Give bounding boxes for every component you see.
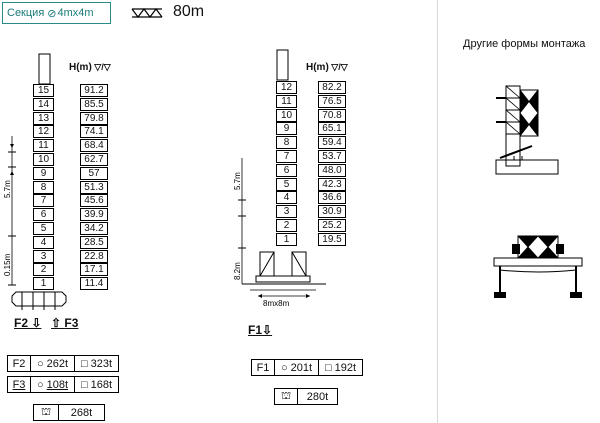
dim-label-0-15: 0.15m bbox=[3, 253, 12, 276]
load-circle-cell: ○ 262t bbox=[30, 356, 74, 371]
height-value: 34.2 bbox=[80, 222, 108, 235]
segment-number: 5 bbox=[276, 178, 297, 191]
segment-number: 12 bbox=[276, 81, 297, 94]
height-value: 28.5 bbox=[80, 236, 108, 249]
height-value: 74.1 bbox=[80, 125, 108, 138]
height-value: 65.1 bbox=[318, 122, 346, 135]
left-col-label: H(m) ▽/▽ bbox=[69, 62, 111, 73]
segment-number: 11 bbox=[33, 139, 54, 152]
divider bbox=[437, 0, 438, 423]
dim-label-5-7: 5.7m bbox=[3, 180, 12, 198]
segment-number: 6 bbox=[33, 208, 54, 221]
climbing-mount-drawing bbox=[486, 80, 576, 180]
height-value: 36.6 bbox=[318, 191, 346, 204]
tower-height: 80m bbox=[173, 3, 205, 20]
segment-number: 10 bbox=[276, 109, 297, 122]
segment-number: 13 bbox=[33, 112, 54, 125]
arrow-down-icon: ⇩ bbox=[28, 316, 42, 330]
load-label: F2 bbox=[12, 357, 26, 370]
height-value: 68.4 bbox=[80, 139, 108, 152]
segment-number: 6 bbox=[276, 164, 297, 177]
load-circle-cell: ○ 201t bbox=[274, 360, 318, 375]
segment-number: 2 bbox=[33, 263, 54, 276]
height-value: 45.6 bbox=[80, 194, 108, 207]
circle-icon: ○ bbox=[280, 361, 291, 374]
circle-icon: ○ bbox=[36, 357, 47, 370]
height-value: 39.9 bbox=[80, 208, 108, 221]
height-value: 22.8 bbox=[80, 250, 108, 263]
weight-icon: ⛫ bbox=[280, 389, 292, 402]
segment-number: 7 bbox=[33, 194, 54, 207]
height-value: 76.5 bbox=[318, 95, 346, 108]
segment-number: 1 bbox=[33, 277, 54, 290]
height-value: 25.2 bbox=[318, 219, 346, 232]
section-badge bbox=[2, 2, 111, 24]
load-label: F3 bbox=[12, 378, 26, 391]
segment-number: 14 bbox=[33, 98, 54, 111]
left-tower-drawing bbox=[0, 40, 130, 320]
segment-number: 11 bbox=[276, 95, 297, 108]
segment-number: 9 bbox=[33, 167, 54, 180]
segment-number: 8 bbox=[33, 181, 54, 194]
section-size: 4mx4m bbox=[57, 7, 94, 19]
height-value: 57 bbox=[80, 167, 108, 180]
force-f1: F1⇩ bbox=[248, 323, 273, 337]
arrow-up-icon: ⇧ bbox=[51, 316, 65, 330]
load-square-cell: □ 323t bbox=[74, 356, 118, 371]
mid-col-label: H(m) ▽/▽ bbox=[306, 62, 348, 73]
segment-number: 9 bbox=[276, 122, 297, 135]
segment-number: 3 bbox=[276, 205, 297, 218]
height-value: 42.3 bbox=[318, 178, 346, 191]
height-value: 30.9 bbox=[318, 205, 346, 218]
segment-number: 10 bbox=[33, 153, 54, 166]
base-dim-label: 8mx8m bbox=[263, 299, 290, 308]
weight-value: 280t bbox=[297, 389, 337, 404]
segment-number: 4 bbox=[33, 236, 54, 249]
other-forms-title: Другие формы монтажа bbox=[463, 38, 586, 50]
circle-icon: ○ bbox=[36, 378, 47, 391]
height-value: 11.4 bbox=[80, 277, 108, 290]
height-value: 59.4 bbox=[318, 136, 346, 149]
height-value: 85.5 bbox=[80, 98, 108, 111]
arrow-down-icon: ⇩ bbox=[262, 323, 273, 337]
height-value: 53.7 bbox=[318, 150, 346, 163]
load-row-f2 bbox=[7, 355, 119, 372]
weight-value: 268t bbox=[58, 405, 104, 420]
segment-number: 7 bbox=[276, 150, 297, 163]
load-square-cell: □ 192t bbox=[318, 360, 362, 375]
square-icon: □ bbox=[80, 357, 91, 370]
height-value: 82.2 bbox=[318, 81, 346, 94]
square-icon: □ bbox=[80, 378, 91, 391]
segment-number: 1 bbox=[276, 233, 297, 246]
height-value: 79.8 bbox=[80, 112, 108, 125]
gantry-mount-drawing bbox=[488, 230, 588, 302]
segment-number: 15 bbox=[33, 84, 54, 97]
load-circle-cell: ○ 108t bbox=[30, 377, 74, 392]
force-f3: ⇧ F3 bbox=[51, 316, 79, 330]
segment-number: 3 bbox=[33, 250, 54, 263]
segment-number: 8 bbox=[276, 136, 297, 149]
weight-icon: ⛫ bbox=[40, 405, 52, 418]
height-value: 19.5 bbox=[318, 233, 346, 246]
square-icon: □ bbox=[324, 361, 335, 374]
weight-row-mid bbox=[274, 388, 338, 405]
truss-icon bbox=[131, 7, 163, 19]
height-value: 17.1 bbox=[80, 263, 108, 276]
load-square-cell: □ 168t bbox=[74, 377, 118, 392]
height-value: 91.2 bbox=[80, 84, 108, 97]
mid-dim-label-8-2: 8.2m bbox=[233, 262, 242, 280]
segment-number: 4 bbox=[276, 191, 297, 204]
load-label: F1 bbox=[256, 361, 270, 374]
force-f2: F2 ⇩ bbox=[14, 316, 42, 330]
height-value: 70.8 bbox=[318, 109, 346, 122]
height-value: 62.7 bbox=[80, 153, 108, 166]
height-value: 48.0 bbox=[318, 164, 346, 177]
segment-number: 12 bbox=[33, 125, 54, 138]
segment-number: 2 bbox=[276, 219, 297, 232]
mid-dim-label-5-7: 5.7m bbox=[233, 172, 242, 190]
load-row-f3 bbox=[7, 376, 119, 393]
segment-number: 5 bbox=[33, 222, 54, 235]
square-section-icon: ⊘ bbox=[47, 7, 57, 20]
weight-row-left bbox=[33, 404, 105, 421]
height-value: 51.3 bbox=[80, 181, 108, 194]
load-row-f1 bbox=[251, 359, 363, 376]
section-label: Секция bbox=[7, 7, 45, 19]
